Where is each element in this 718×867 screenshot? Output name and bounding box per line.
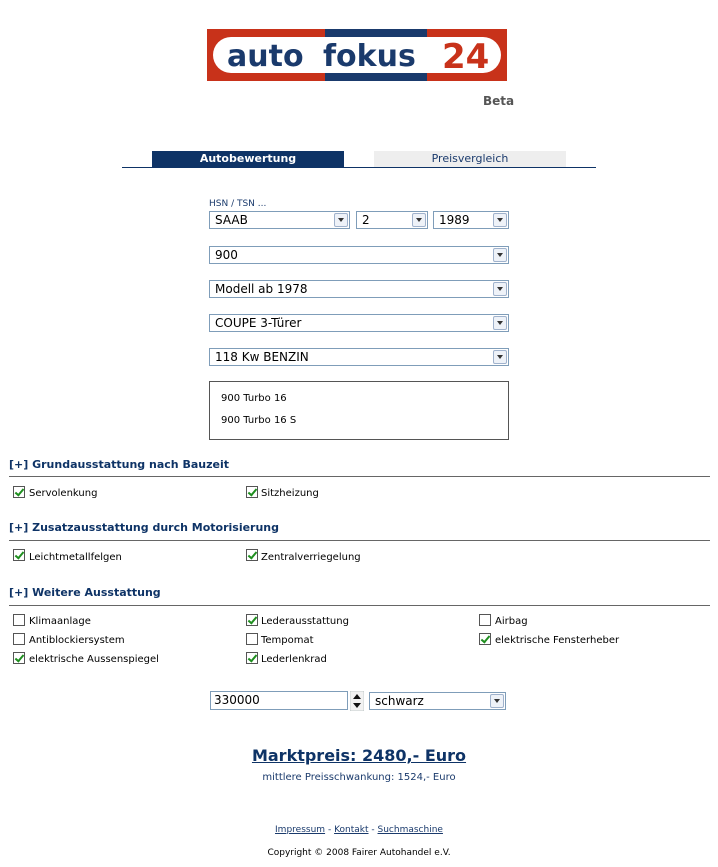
footer-link-impressum[interactable]: Impressum bbox=[275, 825, 326, 835]
chevron-down-icon[interactable] bbox=[490, 694, 504, 708]
variant-option[interactable]: 900 Turbo 16 bbox=[221, 393, 287, 404]
checkbox-lederausstattung[interactable] bbox=[246, 614, 258, 626]
model-select-value: 900 bbox=[215, 248, 238, 262]
section-divider bbox=[9, 605, 710, 606]
checkbox-label: elektrische Aussenspiegel bbox=[29, 654, 159, 665]
checkbox-label: Leichtmetallfelgen bbox=[29, 552, 122, 563]
color-select[interactable] bbox=[369, 692, 506, 710]
checkbox-lederlenkrad[interactable] bbox=[246, 652, 258, 664]
checkbox-sitzheizung[interactable] bbox=[246, 486, 258, 498]
footer-separator: - bbox=[371, 825, 375, 835]
section-title-base[interactable]: [+] Grundausstattung nach Bauzeit bbox=[9, 458, 229, 471]
year-select[interactable] bbox=[433, 211, 509, 229]
checkbox-aussenspiegel[interactable] bbox=[13, 652, 25, 664]
logo-text-24: 24 bbox=[442, 37, 490, 77]
checkbox-label: Antiblockiersystem bbox=[29, 635, 125, 646]
checkbox-label: Lederlenkrad bbox=[261, 654, 327, 665]
tab-preisvergleich[interactable]: Preisvergleich bbox=[374, 151, 566, 167]
chevron-down-icon[interactable] bbox=[493, 213, 507, 227]
logo-text-fokus: fokus bbox=[323, 39, 416, 74]
body-select-value: COUPE 3-Türer bbox=[215, 316, 302, 330]
section-divider bbox=[9, 476, 710, 477]
tab-divider bbox=[122, 167, 596, 168]
footer-link-kontakt[interactable]: Kontakt bbox=[334, 825, 369, 835]
section-title-motor[interactable]: [+] Zusatzausstattung durch Motorisierung bbox=[9, 521, 280, 534]
mileage-spinner[interactable] bbox=[350, 691, 364, 711]
logo-text-auto: auto bbox=[227, 39, 304, 74]
price-variation: mittlere Preisschwankung: 1524,- Euro bbox=[262, 772, 456, 783]
footer-separator: - bbox=[327, 825, 332, 835]
chevron-down-icon[interactable] bbox=[334, 213, 348, 227]
section-divider bbox=[9, 540, 710, 541]
chevron-down-icon[interactable] bbox=[493, 282, 507, 296]
color-select-value: schwarz bbox=[375, 694, 424, 708]
number-select[interactable] bbox=[356, 211, 428, 229]
checkbox-klimaanlage[interactable] bbox=[13, 614, 25, 626]
checkbox-tempomat[interactable] bbox=[246, 633, 258, 645]
engine-select[interactable] bbox=[209, 348, 509, 366]
checkbox-fensterheber[interactable] bbox=[479, 633, 491, 645]
beta-badge: Beta bbox=[483, 94, 515, 108]
checkbox-airbag[interactable] bbox=[479, 614, 491, 626]
variant-listbox[interactable] bbox=[209, 381, 509, 440]
hsn-tsn-link[interactable]: HSN / TSN ... bbox=[209, 199, 267, 209]
checkbox-label: Klimaanlage bbox=[29, 616, 91, 627]
checkbox-label: Zentralverriegelung bbox=[261, 552, 361, 563]
make-select[interactable] bbox=[209, 211, 350, 229]
checkbox-servolenkung[interactable] bbox=[13, 486, 25, 498]
checkbox-leichtmetallfelgen[interactable] bbox=[13, 549, 25, 561]
year-select-value: 1989 bbox=[439, 213, 470, 227]
tab-autobewertung[interactable]: Autobewertung bbox=[152, 151, 344, 167]
series-select[interactable] bbox=[209, 280, 509, 298]
autofokus24-logo bbox=[207, 29, 507, 81]
footer-link-suchmaschine[interactable]: Suchmaschine bbox=[377, 825, 443, 835]
checkbox-label: Sitzheizung bbox=[261, 488, 319, 499]
checkbox-label: Tempomat bbox=[261, 635, 314, 646]
body-select[interactable] bbox=[209, 314, 509, 332]
section-title-extra[interactable]: [+] Weitere Ausstattung bbox=[9, 586, 161, 599]
checkbox-antiblockiersystem[interactable] bbox=[13, 633, 25, 645]
footer-links bbox=[0, 825, 718, 835]
market-price[interactable]: Marktpreis: 2480,- Euro bbox=[251, 746, 467, 765]
number-select-value: 2 bbox=[362, 213, 370, 227]
copyright: Copyright © 2008 Fairer Autohandel e.V. bbox=[267, 848, 451, 858]
variant-option[interactable]: 900 Turbo 16 S bbox=[221, 415, 297, 426]
mileage-input[interactable]: 330000 bbox=[210, 691, 348, 710]
chevron-down-icon[interactable] bbox=[493, 350, 507, 364]
checkbox-label: Lederausstattung bbox=[261, 616, 349, 627]
model-select[interactable] bbox=[209, 246, 509, 264]
checkbox-zentralverriegelung[interactable] bbox=[246, 549, 258, 561]
chevron-down-icon[interactable] bbox=[493, 248, 507, 262]
checkbox-label: elektrische Fensterheber bbox=[495, 635, 620, 646]
checkbox-label: Servolenkung bbox=[29, 488, 98, 499]
checkbox-label: Airbag bbox=[495, 616, 528, 627]
chevron-down-icon[interactable] bbox=[493, 316, 507, 330]
chevron-down-icon[interactable] bbox=[412, 213, 426, 227]
make-select-value: SAAB bbox=[215, 213, 248, 227]
engine-select-value: 118 Kw BENZIN bbox=[215, 350, 309, 364]
series-select-value: Modell ab 1978 bbox=[215, 282, 308, 296]
